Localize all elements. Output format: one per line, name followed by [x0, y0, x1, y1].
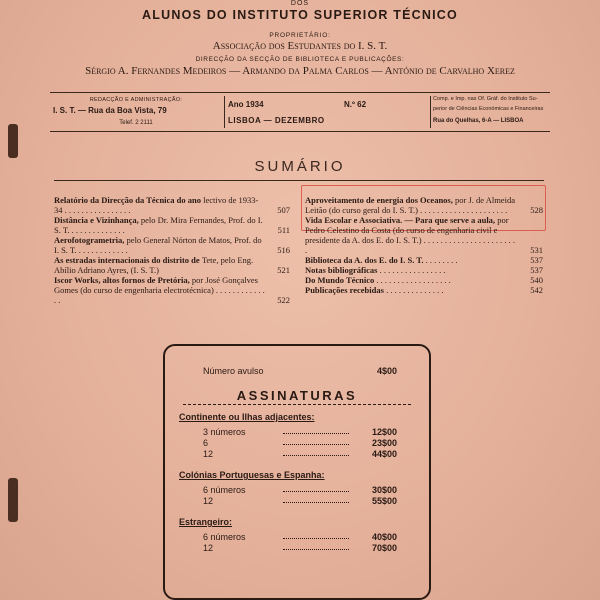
toc-entry-rest: pelo General Nórton de Matos, Prof. do I. S. T. . . . . . . . . . . . . — [54, 235, 262, 255]
binding-hole — [8, 124, 18, 158]
subscription-row-price: 12$00 — [371, 427, 397, 437]
toc-entry — [54, 195, 290, 215]
toc-entry-page: 516 — [277, 245, 290, 255]
toc-entry-page: 507 — [277, 205, 290, 215]
subscription-box — [163, 344, 431, 600]
subscription-row-label: 3 números — [203, 427, 246, 437]
divider — [224, 96, 225, 128]
toc-entry — [305, 195, 543, 215]
issue-number: N.º 62 — [344, 100, 367, 109]
info-bar — [50, 92, 550, 132]
toc-entry-page: 511 — [277, 225, 290, 235]
avulso-label: Número avulso — [203, 366, 264, 376]
subscription-row-label: 12 — [203, 543, 214, 553]
toc-entry-rest: . . . . . . . . . . . . . . . . — [379, 265, 446, 275]
toc-right-column — [305, 195, 543, 295]
toc-entry-page: 540 — [530, 275, 543, 285]
proprietario-label: PROPRIETÁRIO: — [269, 32, 331, 39]
subscription-row-label: 12 — [203, 449, 214, 459]
toc-entry — [54, 235, 290, 255]
subscription-section-heading: Continente ou Ilhas adjacentes: — [179, 412, 315, 422]
subscription-row-price: 70$00 — [371, 543, 397, 553]
toc-entry-rest: . . . . . . . . . . . . . . . . . . — [376, 275, 451, 285]
toc-entry-title: Relatório da Direcção da Técnica do ano — [54, 195, 204, 205]
toc-entry-title: Notas bibliográficas — [305, 265, 380, 275]
leader-dots — [283, 538, 349, 539]
subscription-row-label: 6 números — [203, 485, 246, 495]
toc-entry-page: 537 — [530, 265, 543, 275]
printer-line: perior de Ciências Económicas e Financeiras — [433, 106, 544, 112]
toc-entry-title: Do Mundo Técnico — [305, 275, 377, 285]
masthead-title: ALUNOS DO INSTITUTO SUPERIOR TÉCNICO — [142, 8, 458, 22]
leader-dots — [283, 444, 349, 445]
subscription-row-price: 40$00 — [371, 532, 397, 542]
toc-entry-title: As estradas internacionais do distrito de — [54, 255, 202, 265]
subscription-section-heading: Estrangeiro: — [179, 517, 233, 527]
address: I. S. T. — Rua da Boa Vista, 79 — [53, 106, 167, 115]
toc-entry — [54, 275, 290, 305]
toc-entry-rest: pelo Dr. Mira Fernandes, Prof. do I. S. T. . . . . . . . . . . . . . — [54, 215, 263, 235]
issue-block — [226, 93, 428, 131]
toc-entry — [305, 275, 543, 285]
toc-entry-rest: por Pedro Celestino da Costa (do curso de engenharia civil e presidente da A. dos E. do I. S. T.) . . . . . . . . . . . . . . . . . . . . . . . — [305, 215, 516, 255]
avulso-price: 4$00 — [376, 366, 397, 376]
toc-entry-rest: . . . . . . . . — [425, 255, 458, 265]
toc-entry-title: Distância e Vizinhança, — [54, 215, 141, 225]
divider — [430, 96, 431, 128]
toc-entry — [305, 255, 543, 265]
address-block — [50, 93, 222, 131]
subscription-row-price: 44$00 — [371, 449, 397, 459]
toc-entry-rest: Tete, pelo Eng. Abílio Adriano Ayres, (I. S. T.) — [54, 255, 254, 275]
subscription-title: ASSINATURAS — [236, 388, 358, 403]
masthead-dos: DOS — [290, 0, 310, 7]
issue-year: Ano 1934 — [228, 100, 264, 109]
toc-entry-title: Iscor Works, altos fornos de Pretória, — [54, 275, 192, 285]
toc-entry-page: 522 — [277, 295, 290, 305]
printer-address: Rua do Quelhas, 6-A — LISBOA — [433, 118, 524, 124]
divider — [54, 180, 544, 181]
subscription-row-price: 23$00 — [371, 438, 397, 448]
redaccao-label: REDACÇÃO E ADMINISTRAÇÃO: — [89, 97, 183, 103]
toc-entry-page: 542 — [530, 285, 543, 295]
toc-entry — [54, 255, 290, 275]
subscription-row-price: 30$00 — [371, 485, 397, 495]
printer-block — [433, 93, 550, 131]
toc-entry-rest: . . . . . . . . . . . . . . — [386, 285, 444, 295]
directors-line: Sérgio A. Fernandes Medeiros — Armando da Palma Carlos — António de Carvalho Xerez — [85, 65, 515, 77]
toc-entry — [305, 215, 543, 255]
toc-entry-rest: lectivo de 1933-34 . . . . . . . . . . . . . . . . — [54, 195, 259, 215]
toc-entry-rest: por José Gonçalves Gomes (do curso de engenharia electrotécnica) . . . . . . . . . . . . . . — [54, 275, 265, 305]
toc-entry-page: 537 — [530, 255, 543, 265]
leader-dots — [283, 549, 349, 550]
toc-entry — [305, 285, 543, 295]
toc-left-column — [54, 195, 290, 305]
leader-dots — [283, 491, 349, 492]
leader-dots — [283, 433, 349, 434]
toc-entry — [54, 215, 290, 235]
toc-entry-title: Publicações recebidas — [305, 285, 387, 295]
proprietario-name: Associação dos Estudantes do I. S. T. — [212, 40, 388, 52]
toc-entry-page: 521 — [277, 265, 290, 275]
subscription-row-label: 6 números — [203, 532, 246, 542]
issue-place-month: LISBOA — DEZEMBRO — [228, 116, 325, 125]
leader-dots — [283, 502, 349, 503]
toc-entry-title: Vida Escolar e Associativa. — Para que serve a aula, — [305, 215, 498, 225]
printer-line: Comp. e Imp. nas Of. Gráf. do Instituto Su- — [433, 96, 538, 102]
toc-entry-page: 531 — [530, 245, 543, 255]
toc-entry-rest: por J. de Almeida Leitão (do curso geral do I. S. T.) . . . . . . . . . . . . . . . . . . . . . — [305, 195, 515, 215]
direccao-label: DIRECÇÃO DA SECÇÃO DE BIBLIOTECA E PUBLICAÇÕES: — [195, 56, 405, 63]
subscription-row-price: 55$00 — [371, 496, 397, 506]
subscription-row-label: 6 — [203, 438, 209, 448]
toc-entry — [305, 265, 543, 275]
toc-entry-page: 528 — [530, 205, 543, 215]
subscription-section-heading: Colónias Portuguesas e Espanha: — [179, 470, 325, 480]
binding-hole — [8, 478, 18, 522]
divider — [183, 404, 411, 405]
toc-entry-title: Biblioteca da A. dos E. do I. S. T. — [305, 255, 426, 265]
sumario-heading: SUMÁRIO — [254, 158, 346, 175]
toc-entry-title: Aerofotogrametria, — [54, 235, 127, 245]
subscription-row-label: 12 — [203, 496, 214, 506]
toc-entry-title: Aproveitamento de energia dos Oceanos, — [305, 195, 455, 205]
leader-dots — [283, 455, 349, 456]
telephone: Telef. 2 2111 — [119, 120, 153, 126]
